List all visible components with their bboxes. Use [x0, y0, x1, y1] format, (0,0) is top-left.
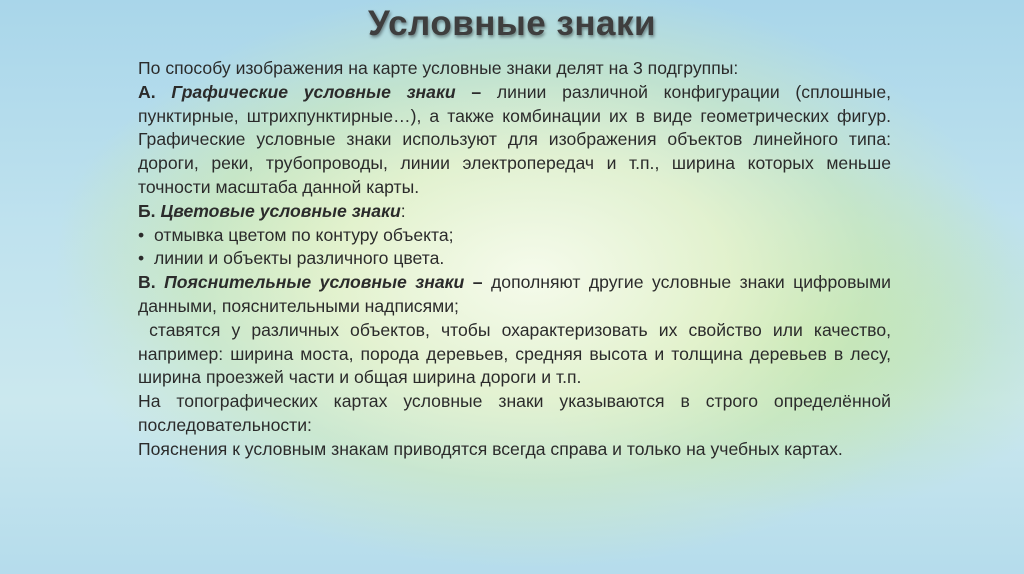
slide-title: Условные знаки — [368, 4, 656, 43]
group-c-dash: – — [472, 272, 483, 293]
group-c-text: дополняют другие условные знаки цифровыми данными, пояснительными надписями; — [138, 272, 892, 316]
group-c-letter: В. — [138, 272, 156, 293]
group-c-text-2: ставятся у различных объектов, чтобы охарактеризовать их свойство или качество, например: ширина моста, порода деревьев, средняя высота и толщина деревьев в лесу, ширина проезжей части и общая ширина дороги и т.п. — [138, 319, 891, 388]
bullet-text: отмывка цветом по контуру объекта; — [154, 224, 454, 245]
group-c-paragraph — [138, 271, 891, 319]
group-a-letter: А. — [138, 81, 156, 102]
group-b-colon: : — [400, 200, 406, 221]
explain-paragraph: Пояснения к условным знакам приводятся всегда справа и только на учебных картах. — [138, 438, 843, 459]
group-a-paragraph — [138, 81, 891, 200]
bullet-marker: • — [138, 248, 145, 269]
group-a-name: Графические условные знаки — [171, 81, 456, 102]
group-a-dash: – — [471, 81, 482, 102]
list-item — [138, 247, 891, 271]
group-b-letter: Б. — [138, 200, 156, 221]
slide-content — [138, 57, 891, 462]
bullet-marker: • — [138, 224, 145, 245]
group-b-paragraph — [138, 200, 891, 224]
topo-paragraph: На топографических картах условные знаки указываются в строго определённой последовательности: — [138, 391, 891, 435]
group-c-name: Пояснительные условные знаки — [164, 272, 465, 293]
group-a-text: линии различной конфигурации (сплошные, пунктирные, штрихпунктирные…), а также комбинации их в виде геометрических фигур. Графические условные знаки используют для изображения объектов линейного типа: дороги, реки, трубопроводы, линии электропередач и т.п., ширина которых меньше точности масштаба данной карты. — [138, 81, 891, 197]
list-item — [138, 224, 891, 248]
group-b-name: Цветовые условные знаки — [160, 200, 401, 221]
intro-paragraph: По способу изображения на карте условные знаки делят на 3 подгруппы: — [138, 58, 739, 78]
bullet-text: линии и объекты различного цвета. — [154, 248, 445, 269]
group-c-paragraph-2 — [138, 319, 891, 390]
